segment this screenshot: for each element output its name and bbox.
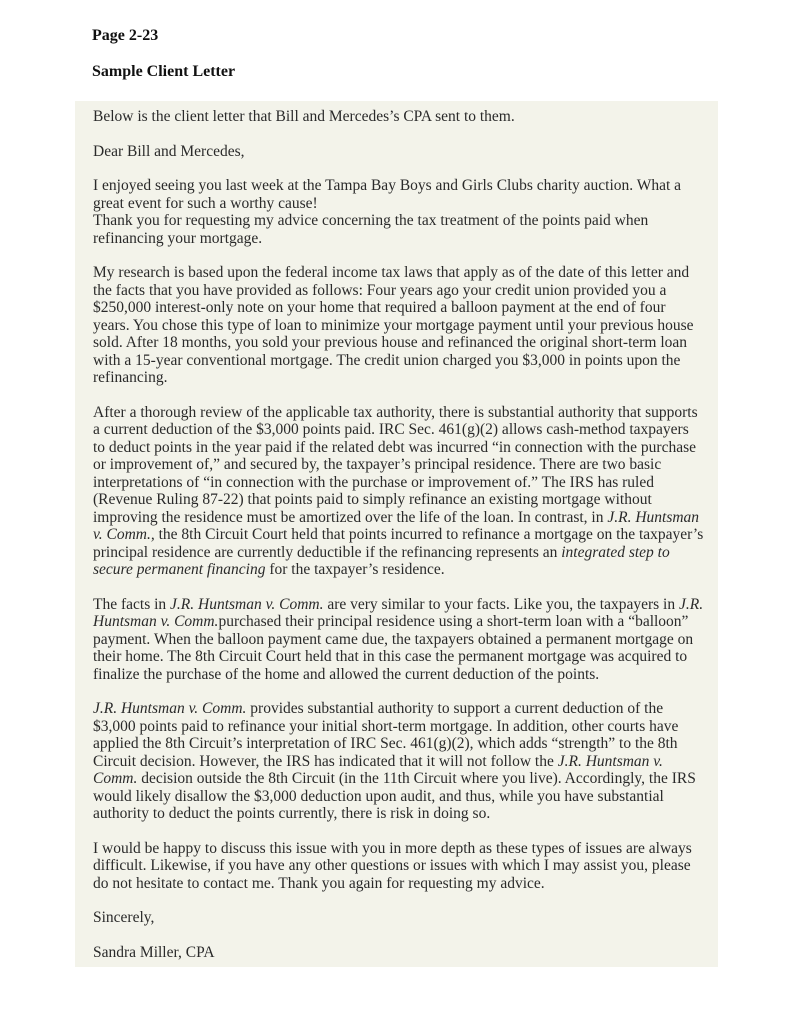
text-run: Sincerely, (93, 909, 155, 926)
text-run: the 8th Circuit Court held that points incurred to refinance a mortgage on the taxpayer’s principal residence are currently deductible if the refinancing represents an (93, 526, 704, 561)
letter-paragraph (93, 177, 704, 247)
letter-box (75, 101, 718, 967)
text-run: I enjoyed seeing you last week at the Tampa Bay Boys and Girls Clubs charity auction. What a great event for such a worthy cause! (93, 177, 682, 212)
italic-text-run: integrated step to secure permanent financing (93, 543, 670, 578)
page-label: Page 2-23 (92, 27, 159, 44)
text-run: Dear Bill and Mercedes, (93, 142, 245, 160)
italic-text-run: J.R. Huntsman v. Comm. (170, 595, 324, 613)
italic-text-run: J.R. Huntsman v. Comm., (93, 508, 700, 543)
text-run: purchased their principal residence using a short-term loan with a “balloon” payment. When the balloon payment came due, the taxpayers obtained a permanent mortgage on their home. The 8th Circuit Court held that in this case the permanent mortgage was acquired to finalize the purchase of the home and allowed the current deduction of the points. (93, 613, 694, 683)
letter-paragraph (93, 840, 704, 893)
text-run: decision outside the 8th Circuit (in the 11th Circuit where you live). Accordingly, the IRS would likely disallow the $3,000 deduction upon audit, and thus, while you have substantial authority to deduct the points currently, there is risk in doing so. (93, 770, 696, 822)
letter-paragraph (93, 909, 704, 927)
letter-paragraph (93, 596, 704, 684)
text-run: Sandra Miller, CPA (93, 943, 215, 961)
text-run: Below is the client letter that Bill and Mercedes’s CPA sent to them. (93, 108, 515, 125)
text-run: for the taxpayer’s residence. (265, 561, 445, 578)
letter-paragraph (93, 700, 704, 823)
italic-text-run: J.R. Huntsman v. Comm. (93, 700, 247, 717)
text-run: After a thorough review of the applicable tax authority, there is substantial authority that supports a current deduction of the $3,000 points paid. IRC Sec. 461(g)(2) allows cash-method taxpayers to deduct points in the year paid if the related debt was incurred “in connection with the purchase or improvement of,” and secured by, the taxpayer’s principal residence. There are two basic interpretations of “in connection with the purchase or improvement of.” The IRS has ruled (Revenue Ruling 87-22) that points paid to simply refinance an existing mortgage without improving the residence must be amortized over the life of the loan. In contrast, in (93, 403, 698, 526)
text-run: Thank you for requesting my advice concerning the tax treatment of the points paid when refinancing your mortgage. (93, 212, 649, 247)
letter-body (93, 108, 704, 961)
text-run: are very similar to your facts. Like you, the taxpayers in (323, 595, 679, 613)
text-run: I would be happy to discuss this issue with you in more depth as these types of issues are always difficult. Likewise, if you have any other questions or issues with which I may assist you, please do not hesitate to contact me. Thank you again for requesting my advice. (93, 839, 692, 892)
section-title: Sample Client Letter (92, 63, 236, 80)
italic-text-run: J.R. Huntsman v. Comm. (93, 752, 663, 787)
text-run: The facts in (93, 595, 171, 613)
italic-text-run: J.R. Huntsman v. Comm. (93, 595, 704, 630)
letter-paragraph (93, 143, 704, 161)
letter-paragraph (93, 108, 704, 126)
letter-paragraph (93, 944, 704, 962)
letter-paragraph (93, 404, 704, 579)
text-run: My research is based upon the federal income tax laws that apply as of the date of this letter and the facts that you have provided as follows: Four years ago your credit union provided you a $250,000 interest-only note on your home that required a balloon payment at the end of four years. You chose this type of loan to minimize your mortgage payment until your previous house sold. After 18 months, you sold your previous house and refinanced the original short-term loan with a 15-year conventional mortgage. The credit union charged you $3,000 in points upon the refinancing. (93, 264, 694, 386)
text-run: provides substantial authority to support a current deduction of the $3,000 points paid to refinance your initial short-term mortgage. In addition, other courts have applied the 8th Circuit’s interpretation of IRC Sec. 461(g)(2), which adds “strength” to the 8th Circuit decision. However, the IRS has indicated that it will not follow the (93, 700, 679, 770)
letter-paragraph (93, 264, 704, 387)
